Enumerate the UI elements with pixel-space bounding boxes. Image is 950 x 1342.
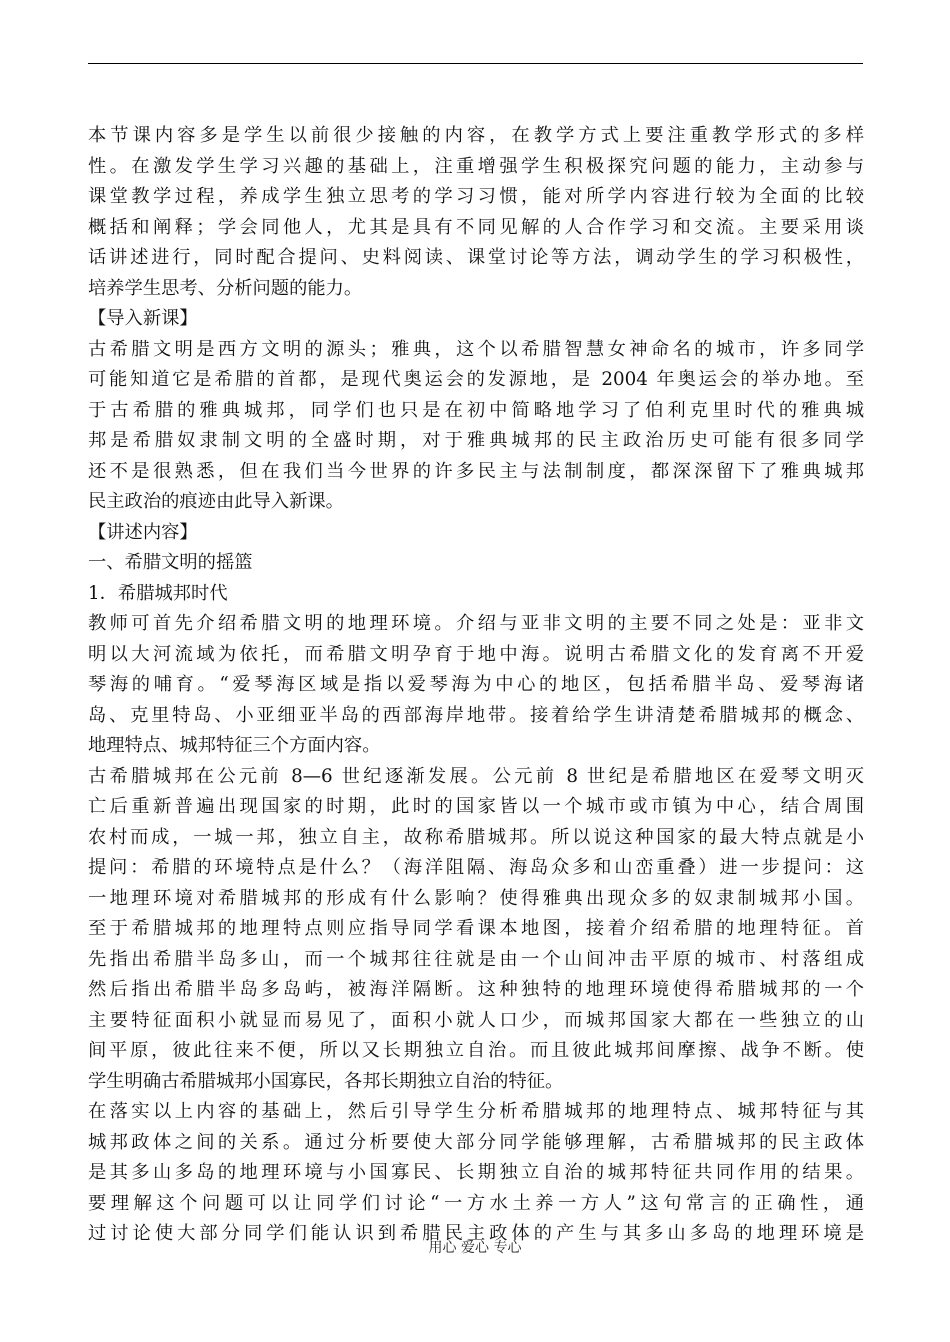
text-line: 邦是希腊奴隶制文明的全盛时期，对于雅典城邦的民主政治历史可能有很多同学 [88, 430, 864, 451]
text-line: 是其多山多岛的地理环境与小国寡民、长期独立自治的城邦特征共同作用的结果。 [88, 1162, 864, 1183]
text-line: 话讲述进行，同时配合提问、史料阅读、课堂讨论等方法，调动学生的学习积极性， [88, 247, 864, 268]
text-line: 主要特征面积小就显而易见了，面积小就人口少，而城邦国家大都在一些独立的山 [88, 1009, 864, 1031]
text-line: 民主政治的痕迹由此导入新课。 [88, 491, 344, 512]
text-line: 亡后重新普遍出现国家的时期，此时的国家皆以一个城市或市镇为中心，结合周围 [88, 796, 864, 817]
text-line: 教师可首先介绍希腊文明的地理环境。介绍与亚非文明的主要不同之处是：亚非文 [88, 613, 864, 634]
document-body [88, 121, 864, 1250]
text-line: 在落实以上内容的基础上，然后引导学生分析希腊城邦的地理特点、城邦特征与其 [88, 1101, 864, 1122]
text-line: 古希腊城邦在公元前 8—6 世纪逐渐发展。公元前 8 世纪是希腊地区在爱琴文明灭 [88, 765, 864, 787]
text-line: 过讨论使大部分同学们能认识到希腊民主政体的产生与其多山多岛的地理环境是 [88, 1223, 864, 1244]
text-line: 地理特点、城邦特征三个方面内容。 [88, 735, 381, 756]
text-line: 间平原，彼此往来不便，所以又长期独立自治。而且彼此城邦间摩擦、战争不断。使 [88, 1040, 864, 1061]
text-line: 【导入新课】 [88, 308, 198, 329]
page-footer: 用心 爱心 专心 [428, 1240, 522, 1256]
text-line: 至于希腊城邦的地理特点则应指导同学看课本地图，接着介绍希腊的地理特征。首 [88, 918, 864, 939]
text-line: 学生明确古希腊城邦小国寡民，各邦长期独立自治的特征。 [88, 1070, 564, 1092]
text-line: 农村而成，一城一邦，独立自主，故称希腊城邦。所以说这种国家的最大特点就是小 [88, 826, 864, 848]
text-line: 1．希腊城邦时代 [88, 582, 228, 604]
text-line: 城邦政体之间的关系。通过分析要使大部分同学能够理解，古希腊城邦的民主政体 [88, 1131, 864, 1153]
text-line: 岛、克里特岛、小亚细亚半岛的西部海岸地带。接着给学生讲清楚希腊城邦的概念、 [88, 704, 864, 726]
header-rule [88, 63, 863, 64]
text-line: 还不是很熟悉，但在我们当今世界的许多民主与法制制度，都深深留下了雅典城邦 [88, 460, 864, 482]
text-line: 古希腊文明是西方文明的源头；雅典，这个以希腊智慧女神命名的城市，许多同学 [88, 338, 864, 360]
text-line: 琴海的哺育。“爱琴海区域是指以爱琴海为中心的地区，包括希腊半岛、爱琴海诸 [88, 674, 864, 695]
text-line: 先指出希腊半岛多山，而一个城邦往往就是由一个山间冲击平原的城市、村落组成 [88, 948, 864, 970]
text-line: 然后指出希腊半岛多岛屿，被海洋隔断。这种独特的地理环境使得希腊城邦的一个 [88, 979, 864, 1000]
text-line: 概括和阐释；学会同他人，尤其是具有不同见解的人合作学习和交流。主要采用谈 [88, 216, 864, 238]
text-line: 明以大河流域为依托，而希腊文明孕育于地中海。说明古希腊文化的发育离不开爱 [88, 643, 864, 665]
text-line: 性。在激发学生学习兴趣的基础上，注重增强学生积极探究问题的能力，主动参与 [88, 155, 864, 177]
text-line: 【讲述内容】 [88, 521, 198, 543]
text-line: 课堂教学过程，养成学生独立思考的学习习惯，能对所学内容进行较为全面的比较 [88, 186, 864, 207]
text-line: 可能知道它是希腊的首都，是现代奥运会的发源地，是 2004 年奥运会的举办地。至 [88, 369, 864, 390]
text-line: 于古希腊的雅典城邦，同学们也只是在初中简略地学习了伯利克里时代的雅典城 [88, 399, 864, 421]
text-line: 提问：希腊的环境特点是什么？（海洋阻隔、海岛众多和山峦重叠）进一步提问：这 [88, 857, 864, 878]
text-line: 要理解这个问题可以让同学们讨论“一方水土养一方人”这句常言的正确性，通 [88, 1192, 864, 1214]
text-line: 本节课内容多是学生以前很少接触的内容，在教学方式上要注重教学形式的多样 [88, 125, 864, 146]
text-line: 一地理环境对希腊城邦的形成有什么影响？使得雅典出现众多的奴隶制城邦小国。 [88, 887, 864, 909]
text-line: 一、希腊文明的摇篮 [88, 552, 253, 573]
text-line: 培养学生思考、分析问题的能力。 [88, 277, 363, 299]
